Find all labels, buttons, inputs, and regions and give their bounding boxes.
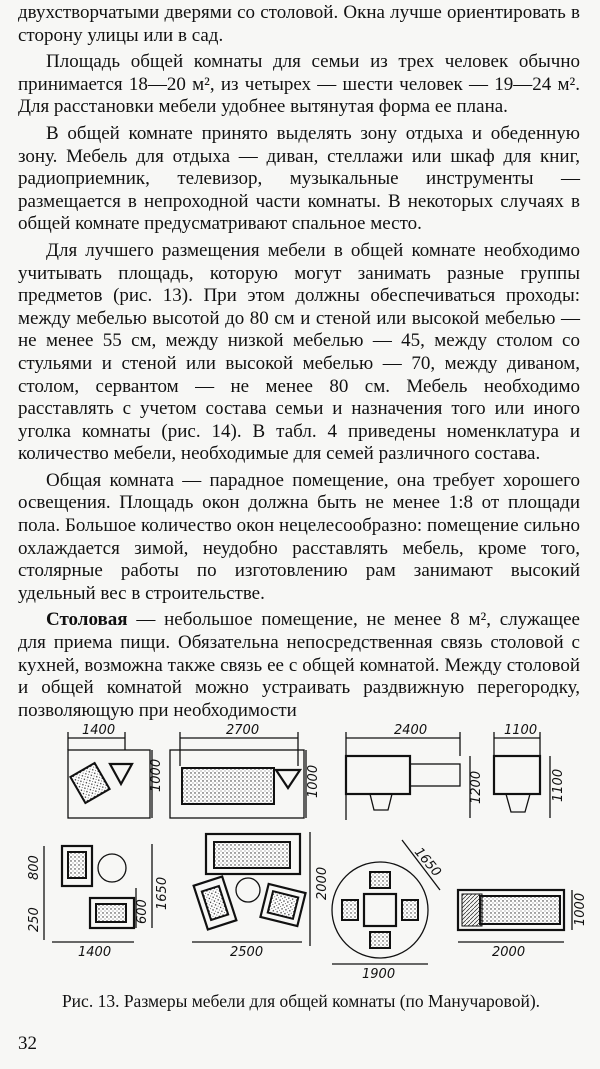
dim-2400: 2400	[394, 723, 428, 738]
figure-13	[10, 720, 590, 990]
dim-1400-b: 1400	[78, 945, 112, 960]
paragraph-6-text: — небольшое помещение, не менее 8 м², служащее для приема пищи. Обязательна непосредственная связь столовой с кухней, возможна также связь ее с общей комнатой. Между столовой и общей комнатой можно устраивать раздвижную перегородку, позволяющую при необходимости	[18, 609, 580, 721]
diagram-couch	[458, 890, 588, 960]
diagram-armchair-table	[68, 723, 164, 818]
furniture-dimension-drawing	[10, 720, 590, 990]
paragraph-5: Общая комната — парадное помещение, она требует хорошего освещения. Площадь окон должна быть не менее 1:8 от площади пола. Большое количество окон нецелесообразно: помещение сильно охлаждается зимой, неудобно расставлять мебель, кроме того, столярные работы по изготовлению рам занимают высокий удельный вес в строительстве.	[18, 469, 580, 604]
dim-1100-a: 1100	[504, 723, 538, 738]
dim-1900: 1900	[362, 967, 396, 982]
paragraph-1: двухстворчатыми дверями со столовой. Окна лучше ориентировать в сторону улицы или в сад.	[18, 2, 580, 46]
dim-2000-b: 2000	[492, 945, 526, 960]
dim-1650-a: 1650	[155, 876, 170, 910]
figure-caption: Рис. 13. Размеры мебели для общей комнаты (по Манучаровой).	[61, 991, 541, 1011]
dim-1000-a: 1000	[149, 758, 164, 792]
dim-1100-b: 1100	[551, 768, 566, 802]
dim-250: 250	[27, 907, 42, 932]
dim-1000-c: 1000	[573, 892, 588, 926]
dim-1200: 1200	[469, 770, 484, 804]
paragraph-6	[18, 609, 580, 722]
dim-1400-a: 1400	[82, 723, 116, 738]
dim-600: 600	[135, 899, 150, 924]
body-text	[18, 2, 580, 726]
diagram-sofa	[170, 723, 321, 818]
dim-2500: 2500	[230, 945, 264, 960]
diagram-small-desk	[494, 723, 566, 818]
diagram-sofa-set	[192, 832, 330, 960]
paragraph-4: Для лучшего размещения мебели в общей комнате необходимо учитывать площадь, которую могут занимать разные группы предметов (рис. 13). При этом должны обеспечиваться проходы: между мебелью высотой до 80 см и стеной или высокой мебелью — не менее 55 см, между низкой мебелью — 45, между столом со стульями и стеной или высокой мебелью — 70, между диваном, столом, сервантом — не менее 80 см. Мебель необходимо расставлять с учетом состава семьи и назначения того или иного уголка комнаты (рис. 14). В табл. 4 приведены номенклатура и количество мебели, необходимые для семей различного состава.	[18, 239, 580, 465]
term-stolovaya: Столовая	[46, 609, 128, 631]
diagram-armchairs-round-table	[27, 844, 170, 960]
diagram-dining-table	[332, 840, 444, 982]
dim-2700: 2700	[226, 723, 260, 738]
diagram-desk	[346, 723, 484, 820]
dim-1650-b: 1650	[410, 844, 444, 880]
dim-800: 800	[27, 855, 42, 880]
page-number: 32	[18, 1033, 37, 1054]
paragraph-3: В общей комнате принято выделять зону отдыха и обеденную зону. Мебель для отдыха — диван, стеллажи или шкаф для книг, радиоприемник, телевизор, музыкальные инструменты — размещается в непроходной части комнаты. В некоторых случаях в общей комнате предусматривают спальное место.	[18, 122, 580, 235]
dim-1000-b: 1000	[306, 764, 321, 798]
paragraph-2: Площадь общей комнаты для семьи из трех человек обычно принимается 18—20 м², из четырех — шести человек — 19—24 м². Для расстановки мебели удобнее вытянутая форма ее плана.	[18, 51, 580, 118]
dim-2000-a: 2000	[315, 866, 330, 900]
